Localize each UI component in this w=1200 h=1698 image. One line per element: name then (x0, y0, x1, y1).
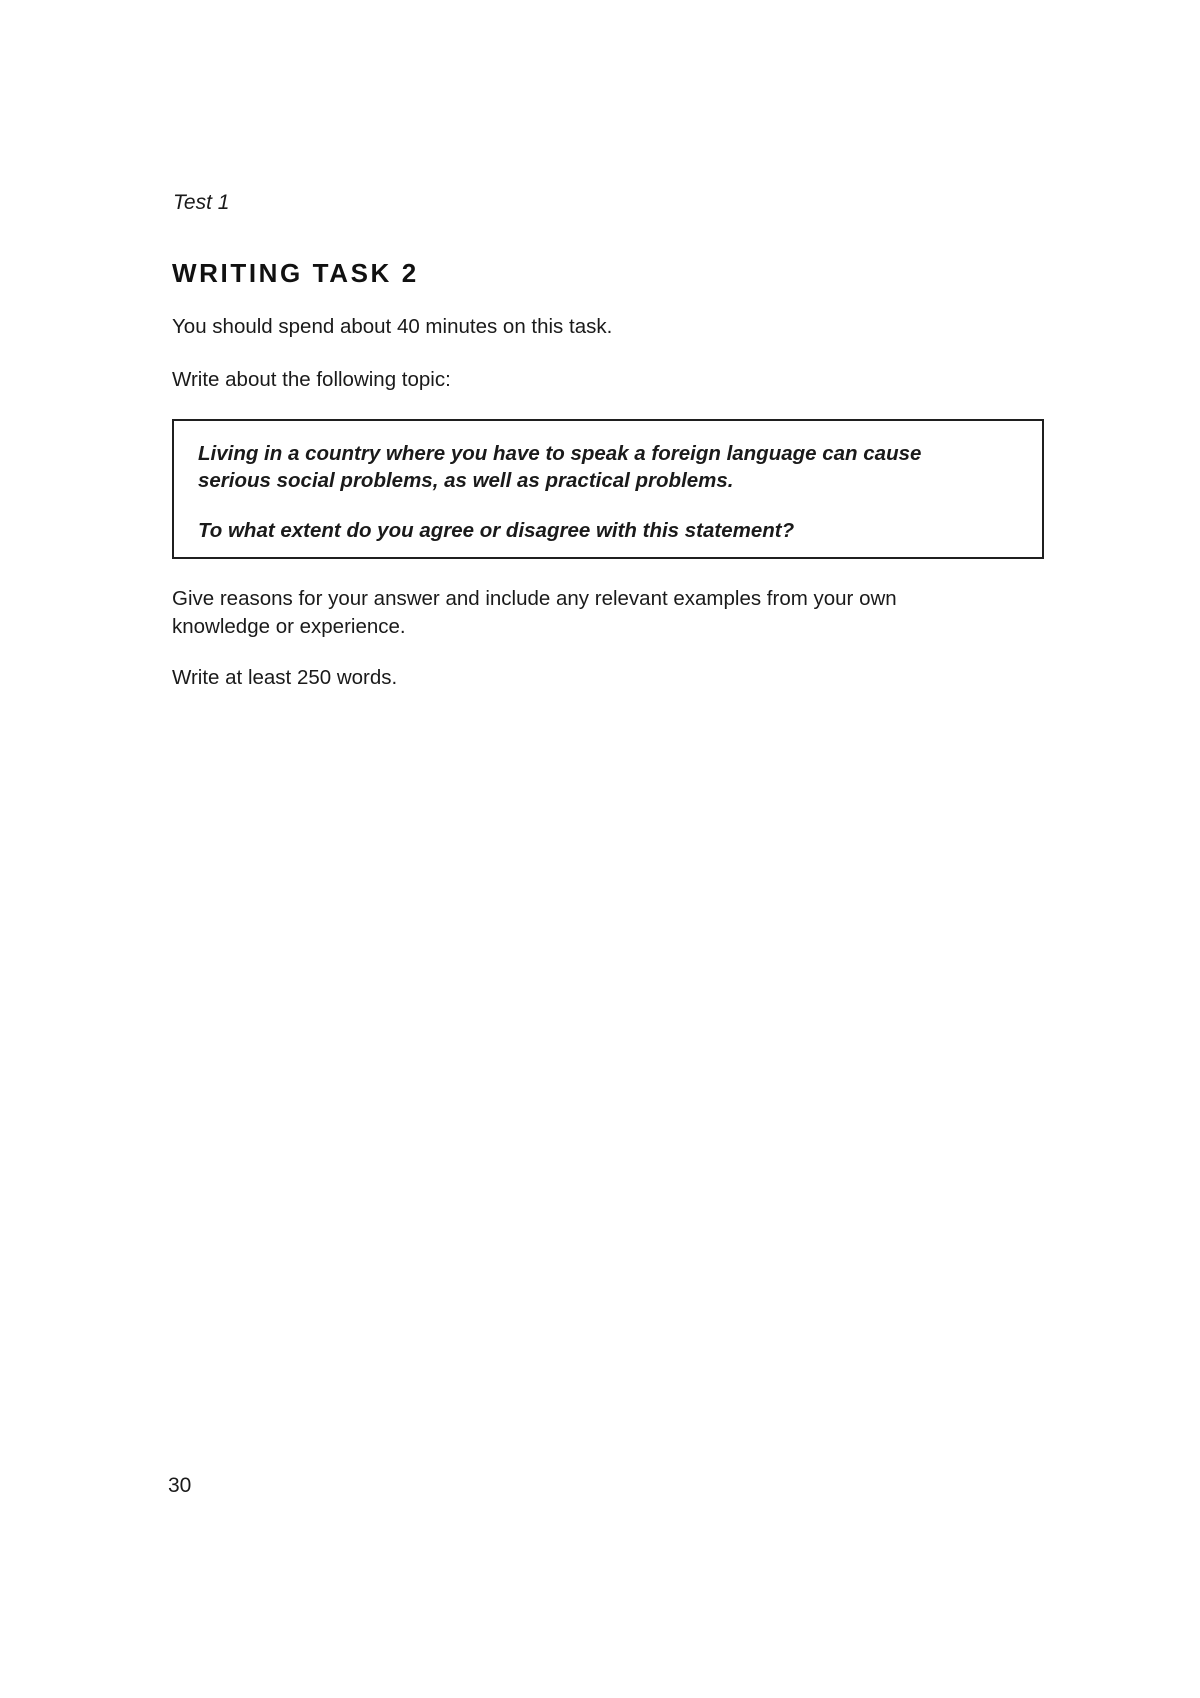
reasons-instruction-line: Give reasons for your answer and include any relevant examples from your own (172, 587, 897, 610)
task-statement (198, 440, 921, 494)
reasons-instruction (172, 585, 1072, 641)
topic-instruction: Write about the following topic: (172, 368, 451, 391)
time-instruction: You should spend about 40 minutes on this task. (172, 315, 613, 338)
task-prompt-box (172, 419, 1044, 559)
task-heading: WRITING TASK 2 (172, 258, 419, 288)
task-statement-line: Living in a country where you have to speak a foreign language can cause (198, 442, 922, 465)
task-question: To what extent do you agree or disagree with this statement? (198, 519, 795, 542)
word-count-instruction: Write at least 250 words. (172, 666, 398, 689)
reasons-instruction-line: knowledge or experience. (172, 615, 406, 638)
page-number: 30 (168, 1474, 192, 1497)
task-statement-line: serious social problems, as well as practical problems. (198, 469, 734, 492)
running-head: Test 1 (173, 191, 230, 214)
